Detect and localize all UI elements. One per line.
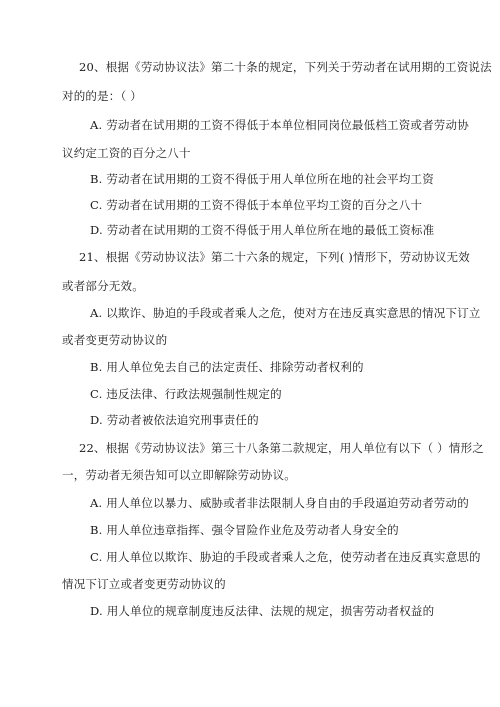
question-21-stem-line-2: 或者部分无效。 xyxy=(62,279,144,293)
question-20-option-a-line-2: 议约定工资的百分之八十 xyxy=(62,146,191,160)
question-21-option-b: B. 用人单位免去自己的法定责任、排除劳动者权利的 xyxy=(90,360,364,374)
question-21-option-d: D. 劳动者被依法追究刑事责任的 xyxy=(90,413,259,427)
question-22-option-a: A. 用人单位以暴力、威胁或者非法限制人身自由的手段逼迫劳动者劳动的 xyxy=(90,496,469,510)
question-22-option-b: B. 用人单位违章指挥、强令冒险作业危及劳动者人身安全的 xyxy=(90,523,399,537)
question-22-option-d: D. 用人单位的规章制度违反法律、法规的规定，损害劳动者权益的 xyxy=(90,604,435,618)
question-21-option-a-line-1: A. 以欺诈、胁迫的手段或者乘人之危，使对方在违反真实意思的情况下订立 xyxy=(90,306,481,320)
question-20-option-d: D. 劳动者在试用期的工资不得低于用人单位所在地的最低工资标准 xyxy=(90,223,435,237)
question-21-stem-line-1: 21、根据《劳动协议法》第二十六条的规定，下列( )情形下，劳动协议无效 xyxy=(79,250,470,264)
question-20-stem-line-1: 20、根据《劳动协议法》第二十条的规定，下列关于劳动者在试用期的工资说法 xyxy=(79,60,492,74)
question-20-option-c: C. 劳动者在试用期的工资不得低于本单位平均工资的百分之八十 xyxy=(90,198,423,212)
question-21-option-c: C. 违反法律、行政法规强制性规定的 xyxy=(90,387,282,401)
question-22-option-c-line-2: 情况下订立或者变更劳动协议的 xyxy=(62,577,226,591)
question-22-option-c-line-1: C. 用人单位以欺诈、胁迫的手段或者乘人之危，使劳动者在违反真实意思的 xyxy=(90,550,481,564)
question-20-option-b: B. 劳动者在试用期的工资不得低于用人单位所在地的社会平均工资 xyxy=(90,172,434,186)
question-20-option-a-line-1: A. 劳动者在试用期的工资不得低于本单位相同岗位最低档工资或者劳动协 xyxy=(90,118,469,132)
question-22-stem-line-1: 22、根据《劳动协议法》第三十八条第二款规定，用人单位有以下（ ）情形之 xyxy=(79,441,484,455)
question-21-option-a-line-2: 或者变更劳动协议的 xyxy=(62,333,168,347)
question-20-stem-line-2: 对的的是：（ ） xyxy=(62,89,143,103)
question-22-stem-line-2: 一，劳动者无须告知可以立即解除劳动协议。 xyxy=(62,468,296,482)
